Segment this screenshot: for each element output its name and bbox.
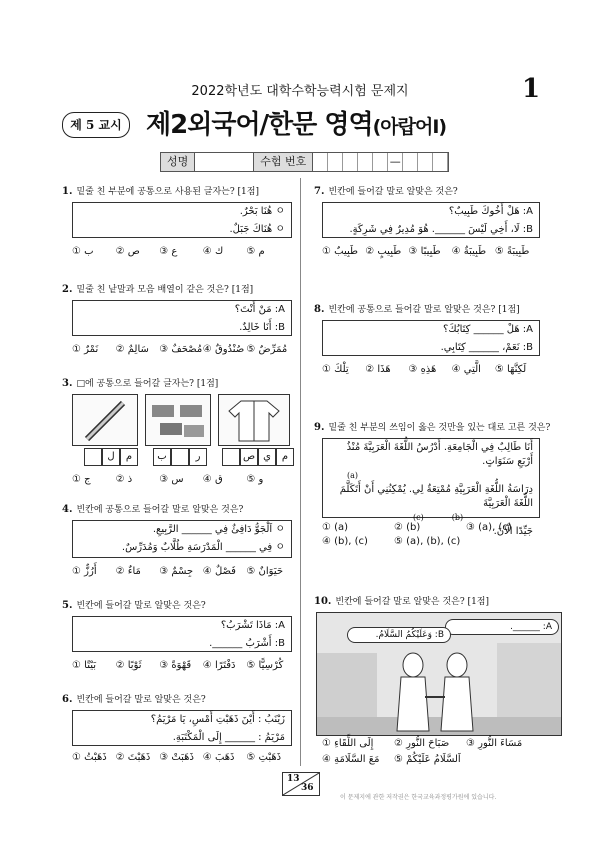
q3-letters-3 bbox=[222, 448, 294, 466]
q10-options-row2 bbox=[322, 754, 466, 765]
exam-number-cell[interactable] bbox=[358, 153, 373, 171]
page-number: 1 bbox=[522, 74, 541, 104]
page-counter bbox=[282, 772, 320, 796]
cattle-picture bbox=[145, 394, 211, 446]
option[interactable]: ③ قَهْوَةً bbox=[159, 660, 192, 671]
option[interactable]: ④ طَبِيبَةٌ bbox=[451, 246, 487, 257]
q1-number: 1. bbox=[62, 186, 73, 197]
letter-box bbox=[222, 448, 240, 466]
q6-box bbox=[72, 710, 292, 746]
column-divider bbox=[300, 178, 301, 766]
q6-prompt bbox=[62, 694, 206, 706]
option[interactable]: ① إِلَى اللِّقَاءِ bbox=[322, 738, 374, 749]
q1-prompt bbox=[62, 186, 259, 198]
q9-mark-b: (b) bbox=[451, 513, 464, 522]
option[interactable]: ① تِلْكَ bbox=[322, 364, 349, 375]
q5-box bbox=[72, 616, 292, 652]
q4-options bbox=[72, 566, 290, 577]
option[interactable]: ③ مُصْحَفٌ bbox=[159, 344, 203, 355]
option[interactable]: ⑤ م bbox=[246, 246, 265, 257]
q6-options bbox=[72, 752, 290, 763]
name-field[interactable] bbox=[195, 153, 254, 171]
option[interactable]: ④ صُنْدُوقٌ bbox=[202, 344, 245, 355]
q8-box bbox=[322, 320, 540, 356]
option[interactable]: ② طَبِيبٍ bbox=[365, 246, 402, 257]
q4-text: 빈칸에 공통으로 들어갈 말로 알맞은 것은? bbox=[76, 505, 244, 515]
option[interactable]: ② مَاءٌ bbox=[115, 566, 141, 577]
option[interactable]: ③ هَذِهِ bbox=[408, 364, 437, 375]
letter-box: ي bbox=[258, 448, 276, 466]
option[interactable]: ⑤ (a), (b), (c) bbox=[394, 536, 461, 547]
option[interactable]: ① بَيْتًا bbox=[72, 660, 97, 671]
option[interactable]: ⑤ مُمَرِّضٌ bbox=[246, 344, 288, 355]
q8-number: 8. bbox=[314, 304, 325, 315]
option[interactable]: ① ب bbox=[72, 246, 94, 257]
q2-box bbox=[72, 300, 292, 336]
option[interactable]: ⑤ حَيَوَانٌ bbox=[246, 566, 284, 577]
q2-options bbox=[72, 344, 290, 355]
q1-line: ㅇ هُنَاكَ جَبَلٌ. bbox=[229, 224, 285, 235]
option[interactable]: ① (a) bbox=[322, 522, 349, 533]
shirt-picture bbox=[218, 394, 290, 446]
q9-prompt bbox=[314, 422, 550, 434]
q2-line: B: أَنَا خَالِدٌ. bbox=[239, 322, 285, 333]
subject-name: 제2외국어/한문 영역 bbox=[146, 110, 373, 140]
option[interactable]: ① أَرُزٌّ bbox=[72, 566, 97, 577]
q4-number: 4. bbox=[62, 504, 73, 515]
letter-box: م bbox=[120, 448, 138, 466]
option[interactable]: ② ذ bbox=[115, 474, 133, 485]
q5-line: A: مَاذَا تَشْرَبُ؟ bbox=[220, 620, 285, 631]
q10-illustration bbox=[316, 612, 562, 736]
option[interactable]: ④ دَفْتَرًا bbox=[202, 660, 236, 671]
q4-line: ㅇ اَلْجَوُّ دَافِئٌ فِي ______ الرَّبِيعِ. bbox=[152, 524, 285, 535]
letter-box: ر bbox=[189, 448, 207, 466]
q10-options-row1 bbox=[322, 738, 538, 749]
option[interactable]: ② سَالِمٌ bbox=[115, 344, 149, 355]
speech-bubble-a: A: ______. bbox=[445, 619, 559, 635]
q7-box bbox=[322, 202, 540, 238]
q5-options bbox=[72, 660, 290, 671]
copyright-note: 이 문제지에 관한 저작권은 한국교육과정평가원에 있습니다. bbox=[340, 794, 497, 801]
q1-line: ㅇ هُنَا بَحْرٌ. bbox=[239, 206, 285, 217]
q9-line: جَيِّدًا الْآنَ. bbox=[493, 526, 533, 537]
option[interactable]: ① طَبِيبٌ bbox=[322, 246, 358, 257]
option[interactable]: ③ طَبِيبًا bbox=[408, 246, 441, 257]
q5-number: 5. bbox=[62, 600, 73, 611]
option[interactable]: ④ ذَهَبَ bbox=[202, 752, 235, 763]
q2-text: 밑줄 친 낱말과 모음 배열이 같은 것은? [1점] bbox=[76, 285, 254, 295]
page-total: 36 bbox=[301, 783, 314, 793]
q4-box bbox=[72, 520, 292, 558]
q9-mark-a: (a) bbox=[347, 471, 359, 480]
exam-number-cell[interactable] bbox=[343, 153, 358, 171]
q4-prompt bbox=[62, 504, 243, 516]
q10-prompt bbox=[314, 596, 489, 608]
option[interactable]: ⑤ كُرْسِيًّا bbox=[246, 660, 284, 671]
q2-number: 2. bbox=[62, 284, 73, 295]
option[interactable]: ② هَذَا bbox=[365, 364, 391, 375]
q6-line: مَرْيَمُ : ______ إِلَى الْمَكْتَبَةِ. bbox=[172, 732, 285, 743]
candidate-info bbox=[160, 152, 449, 172]
option[interactable]: ③ جِسْمٌ bbox=[159, 566, 194, 577]
q9-mark-c: (c) bbox=[413, 513, 424, 522]
letter-box: ص bbox=[240, 448, 258, 466]
q8-line: A: هَلْ ______ كِتَابُكَ؟ bbox=[443, 324, 533, 335]
q8-options bbox=[322, 364, 538, 375]
exam-number-cell[interactable] bbox=[313, 153, 328, 171]
option[interactable]: ① ذَهَبْتُ bbox=[72, 752, 107, 763]
option[interactable]: ③ ع bbox=[159, 246, 178, 257]
q7-options bbox=[322, 246, 538, 257]
q10-number: 10. bbox=[314, 596, 332, 607]
q6-number: 6. bbox=[62, 694, 73, 705]
q9-options-row2 bbox=[322, 536, 466, 547]
q1-text: 밑줄 친 부분에 공통으로 사용된 글자는? [1점] bbox=[76, 187, 259, 197]
q2-line: A: مَنْ أَنْتَ؟ bbox=[234, 304, 285, 315]
option[interactable]: ④ مَعَ السَّلَامَةِ bbox=[322, 754, 380, 765]
q6-line: زَيْنَبُ : أَيْنَ ذَهَبْتِ أَمْسِ، يَا مَرْيَمُ؟ bbox=[150, 714, 285, 725]
q8-text: 빈칸에 공통으로 들어갈 말로 알맞은 것은? [1점] bbox=[328, 305, 520, 315]
exam-number-label: 수험 번호 bbox=[254, 153, 313, 171]
letter-box bbox=[84, 448, 102, 466]
option[interactable]: ④ (b), (c) bbox=[322, 536, 368, 547]
exam-number-dash: — bbox=[388, 153, 403, 171]
option[interactable]: ③ مَسَاءَ النُّورِ bbox=[466, 738, 523, 749]
q8-line: B: نَعَمْ، ______ كِتَابِي. bbox=[440, 342, 533, 353]
exam-number-cell[interactable] bbox=[403, 153, 418, 171]
q9-options-row1 bbox=[322, 522, 538, 533]
q6-text: 빈칸에 들어갈 말로 알맞은 것은? bbox=[76, 695, 206, 705]
q7-prompt bbox=[314, 186, 458, 198]
shirt-icon bbox=[219, 395, 289, 445]
option[interactable]: ⑤ ذَهَبْتِ bbox=[246, 752, 282, 763]
q7-line: B: لَا، أَخِي لَيْسَ ______. هُوَ مُدِيرٌ فِي شَرِكَةٍ. bbox=[349, 224, 533, 235]
exam-number-cell[interactable] bbox=[328, 153, 343, 171]
q7-text: 빈칸에 들어갈 말로 알맞은 것은? bbox=[328, 187, 458, 197]
pencil-icon bbox=[73, 395, 137, 445]
q1-options bbox=[72, 246, 290, 257]
q10-text: 빈칸에 들어갈 말로 알맞은 것은? [1점] bbox=[335, 597, 490, 607]
exam-number-cell[interactable] bbox=[418, 153, 433, 171]
q3-letters-1 bbox=[84, 448, 138, 466]
option[interactable]: ⑤ و bbox=[246, 474, 264, 485]
letter-box: ل bbox=[102, 448, 120, 466]
q7-line: A: هَلْ أَخُوكَ طَبِيبٌ؟ bbox=[448, 206, 533, 217]
q3-text: □에 공통으로 들어갈 글자는? [1점] bbox=[76, 379, 219, 389]
q3-number: 3. bbox=[62, 378, 73, 389]
option[interactable]: ② (b) bbox=[394, 522, 421, 533]
option[interactable]: ② صَبَاحَ النُّورِ bbox=[394, 738, 450, 749]
q9-text: 밑줄 친 부분의 쓰임이 옳은 것만을 있는 대로 고른 것은? bbox=[328, 423, 551, 433]
exam-number-cell[interactable] bbox=[433, 153, 448, 171]
q9-number: 9. bbox=[314, 422, 325, 433]
option[interactable]: ③ س bbox=[159, 474, 184, 485]
period-badge: 제 5 교시 bbox=[62, 112, 130, 138]
page-current: 13 bbox=[287, 774, 300, 784]
cattle-icon bbox=[146, 395, 210, 445]
letter-box bbox=[171, 448, 189, 466]
option[interactable]: ④ ك bbox=[202, 246, 224, 257]
option[interactable]: ③ ذَهَبَتْ bbox=[159, 752, 194, 763]
subject-paren: (아랍어Ⅰ) bbox=[372, 116, 447, 138]
q2-prompt bbox=[62, 284, 253, 296]
option[interactable]: ④ الَّتِي bbox=[451, 364, 481, 375]
q3-options bbox=[72, 474, 290, 485]
option[interactable]: ⑤ طَبِيبَةً bbox=[494, 246, 530, 257]
option[interactable]: ④ فَصْلٌ bbox=[202, 566, 236, 577]
option[interactable]: ② ذَهَبْتَ bbox=[115, 752, 151, 763]
speech-bubble-b: B: وَعَلَيْكُمُ السَّلَامُ. bbox=[347, 627, 451, 643]
q9-line: دِرَاسَةُ اللُّغَةِ الْعَرَبِيَّةِ مُمْتِعَةٌ لِي. يُمْكِنُنِي أَنْ أَتَكَلَّمَ اللُّغَةَ الْعَرَبِيَّةَ bbox=[339, 484, 533, 509]
q3-letters-2 bbox=[153, 448, 207, 466]
subject-title bbox=[146, 104, 446, 141]
option[interactable]: ① نَمْرٌ bbox=[72, 344, 99, 355]
q5-line: B: أَشْرَبُ ______. bbox=[209, 638, 285, 649]
option[interactable]: ③ (a), (c) bbox=[466, 522, 512, 533]
q7-number: 7. bbox=[314, 186, 325, 197]
option[interactable]: ① ج bbox=[72, 474, 91, 485]
letter-box: ب bbox=[153, 448, 171, 466]
q9-line: أَنَا طَالِبٌ فِي الْجَامِعَةِ. أَدْرُسُ اللُّغَةَ الْعَرَبِيَّةَ مُنْذُ أَرْبَعِ سَنَوَاتٍ. bbox=[346, 442, 533, 467]
option[interactable]: ② ص bbox=[115, 246, 140, 257]
option[interactable]: ④ ق bbox=[202, 474, 223, 485]
q5-text: 빈칸에 들어갈 말로 알맞은 것은? bbox=[76, 601, 206, 611]
exam-number-cell[interactable] bbox=[373, 153, 388, 171]
q8-prompt bbox=[314, 304, 520, 316]
q4-line: ㅇ فِي ______ الْمَدْرَسَةِ طُلَّابٌ وَمُدَرِّسٌ. bbox=[121, 542, 285, 553]
option[interactable]: ⑤ اَلسَّلَامُ عَلَيْكُمْ bbox=[394, 754, 461, 765]
name-label: 성명 bbox=[161, 153, 195, 171]
q5-prompt bbox=[62, 600, 206, 612]
option[interactable]: ⑤ لَكِنَّهَا bbox=[494, 364, 527, 375]
option[interactable]: ② ثَوْبًا bbox=[115, 660, 142, 671]
q1-box bbox=[72, 202, 292, 238]
q3-prompt bbox=[62, 378, 218, 390]
letter-box: م bbox=[276, 448, 294, 466]
pencil-picture bbox=[72, 394, 138, 446]
exam-title: 2022학년도 대학수학능력시험 문제지 bbox=[191, 84, 409, 99]
